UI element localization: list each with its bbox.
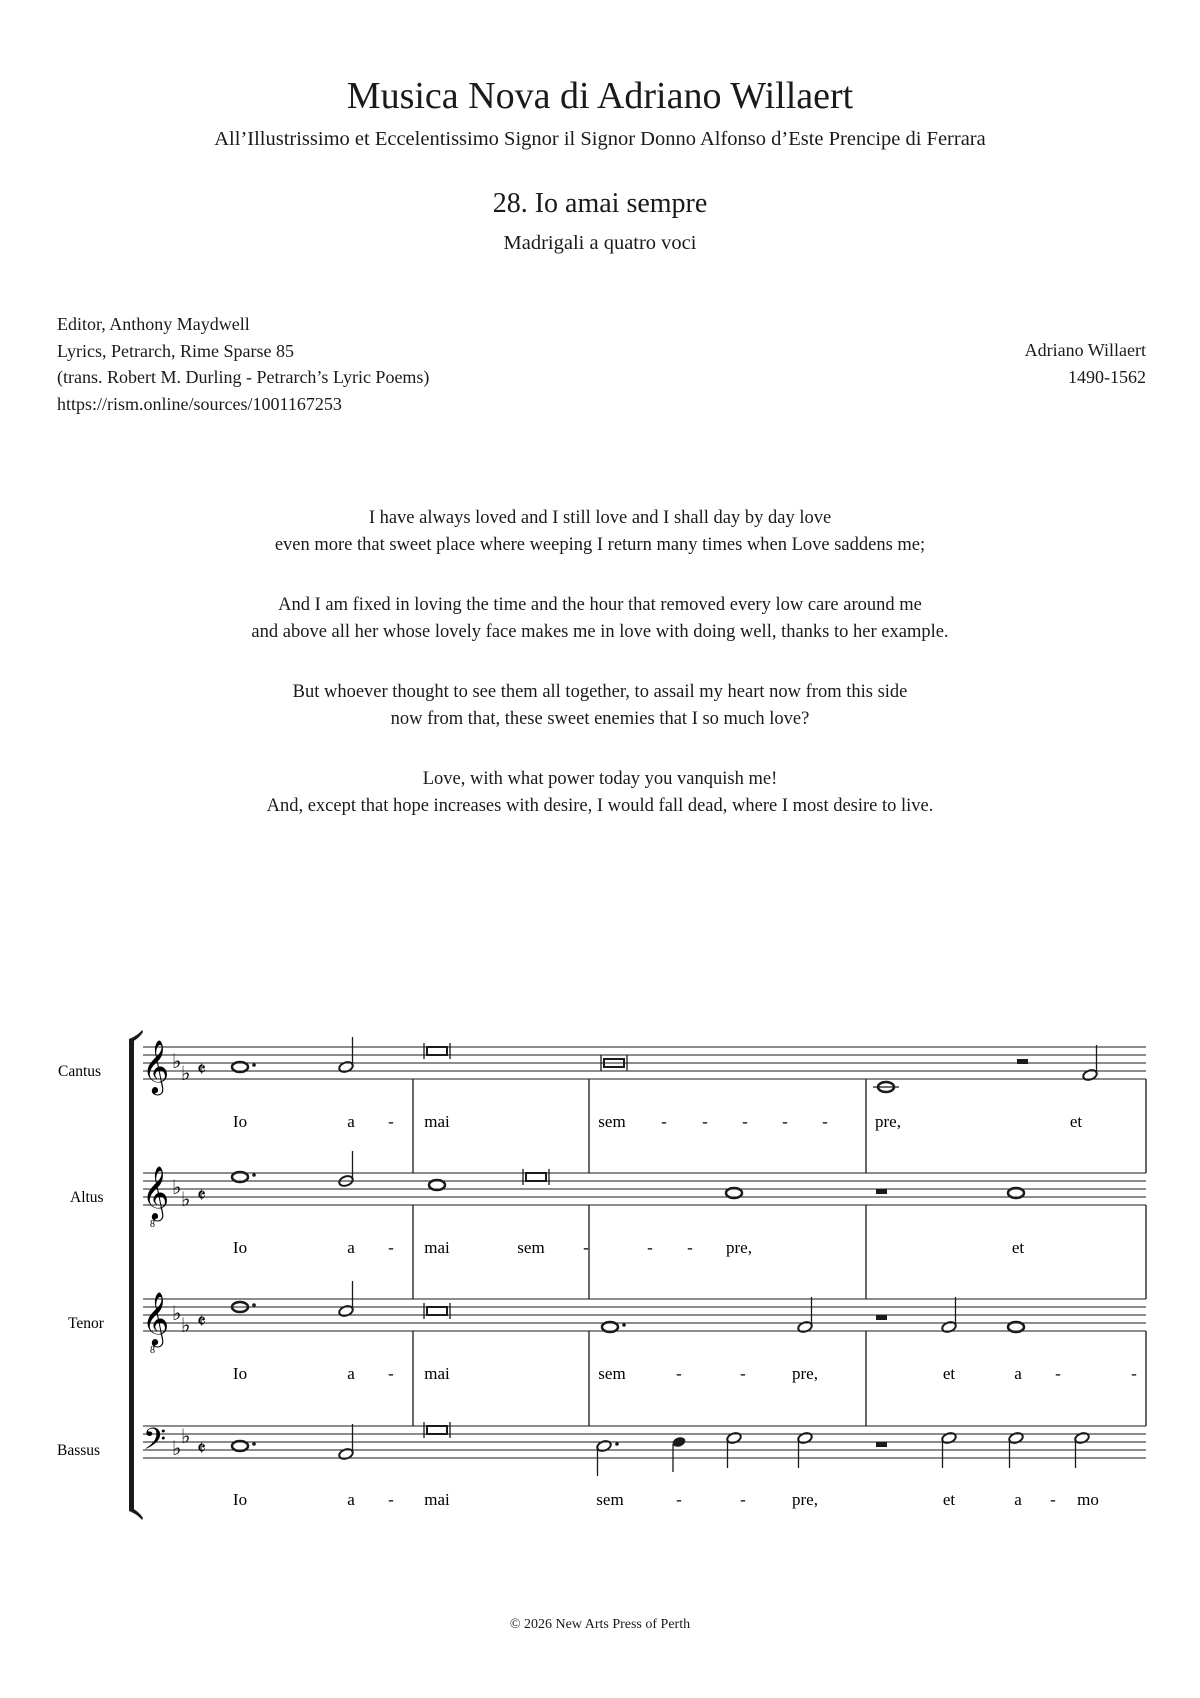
lyric-syllable: sem [517, 1238, 545, 1257]
lyric-syllable: mai [424, 1364, 450, 1383]
voice-name-bassus: Bassus [57, 1442, 101, 1459]
lyrics-bassus [233, 1490, 1099, 1509]
half-rest [876, 1315, 887, 1320]
treble-clef-icon: 𝄞 [142, 1041, 170, 1092]
composer-block [1025, 337, 1146, 390]
lyric-syllable: Io [232, 1364, 248, 1383]
editor-credit: Editor, Anthony Maydwell [57, 314, 250, 334]
poem-line: And I am fixed in loving the time and the hour that removed every low care around me [278, 595, 922, 615]
lyric-syllable: mai [424, 1238, 450, 1257]
poem-line: and above all her whose lovely face makes me in love with doing well, thanks to her example. [251, 622, 949, 642]
whole-note-ledger [873, 1082, 899, 1092]
quarter-note [671, 1436, 686, 1472]
piece-title: 28. Io amai sempre [492, 188, 708, 219]
source-link[interactable]: https://rism.online/sources/1001167253 [57, 393, 342, 414]
system-bracket [129, 1030, 143, 1520]
music-score [0, 1030, 1200, 1550]
lyric-syllable: - [583, 1238, 589, 1257]
lyric-syllable: - [702, 1112, 708, 1131]
piece-subtitle: Madrigali a quatro voci [503, 232, 697, 254]
flat-icon: ♭ [181, 1315, 191, 1337]
lyric-syllable: - [1055, 1364, 1061, 1383]
lyrics-altus [233, 1238, 1024, 1257]
treble-8-clef-icon: 𝄞 [142, 1293, 170, 1344]
lyric-syllable: a [347, 1238, 355, 1257]
lyric-syllable: - [388, 1112, 394, 1131]
lyric-syllable: pre, [726, 1238, 752, 1257]
half-rest [1017, 1059, 1028, 1064]
treble-8-clef-icon: 𝄞 [142, 1167, 170, 1218]
lyric-syllable: a [1014, 1364, 1022, 1383]
poem-line: And, except that hope increases with desire, I would fall dead, where I most desire to live. [266, 796, 934, 816]
cut-time-icon: 𝄵 [197, 1311, 206, 1333]
lyric-syllable: - [687, 1238, 693, 1257]
flat-icon: ♭ [172, 1177, 182, 1199]
lyric-syllable: sem [596, 1490, 624, 1509]
poem-stanza [0, 505, 1200, 559]
octave-mark: 8 [150, 1219, 155, 1230]
cut-time-icon: 𝄵 [197, 1185, 206, 1207]
breve-note [424, 1303, 450, 1319]
breve-note [523, 1169, 549, 1185]
composer-name: Adriano Willaert [1024, 340, 1146, 360]
flat-icon: ♭ [181, 1063, 191, 1085]
lyric-syllable: pre, [792, 1490, 818, 1509]
staff-altus [142, 1151, 1146, 1230]
composer-dates: 1490-1562 [1068, 366, 1146, 387]
lyric-syllable: - [676, 1490, 682, 1509]
lyric-syllable: - [742, 1112, 748, 1131]
lyric-syllable: a [347, 1364, 355, 1383]
cut-time-icon: 𝄵 [197, 1059, 206, 1081]
poem-stanza [0, 592, 1200, 646]
lyric-syllable: - [822, 1112, 828, 1131]
flat-icon: ♭ [181, 1189, 191, 1211]
half-rest [876, 1442, 887, 1447]
lyric-syllable: - [661, 1112, 667, 1131]
lyric-syllable: pre, [792, 1364, 818, 1383]
translation-credit: (trans. Robert M. Durling - Petrarch’s Lyric Poems) [57, 367, 430, 387]
copyright-notice: © 2026 New Arts Press of Perth [509, 1617, 691, 1632]
poem-translation [0, 505, 1200, 853]
poem-line: I have always loved and I still love and I shall day by day love [368, 508, 832, 528]
lyric-syllable: et [942, 1490, 956, 1509]
voice-name-altus: Altus [70, 1189, 104, 1206]
flat-icon: ♭ [172, 1438, 182, 1460]
half-note [338, 1151, 354, 1188]
lyric-syllable: mo [1077, 1490, 1099, 1509]
half-rest [876, 1189, 887, 1194]
staff-tenor [142, 1281, 1146, 1356]
cut-time-icon: 𝄵 [197, 1438, 206, 1460]
poem-line: But whoever thought to see them all together, to assail my heart now from this side [292, 682, 908, 702]
lyric-syllable: - [388, 1364, 394, 1383]
lyrics-credit: Lyrics, Petrarch, Rime Sparse 85 [57, 340, 294, 361]
poem-line: even more that sweet place where weeping I return many times when Love saddens me; [274, 535, 926, 555]
flat-icon: ♭ [172, 1051, 182, 1073]
bass-clef-icon: 𝄢 [143, 1423, 167, 1463]
lyric-syllable: - [647, 1238, 653, 1257]
poem-line: now from that, these sweet enemies that I so much love? [390, 709, 810, 729]
credits-block [57, 311, 429, 417]
poem-stanza [0, 679, 1200, 733]
lyrics-tenor [233, 1364, 1137, 1383]
lyric-syllable: mai [424, 1112, 450, 1131]
lyric-syllable: - [388, 1490, 394, 1509]
lyric-syllable: et [1011, 1238, 1025, 1257]
lyric-syllable: sem [598, 1112, 626, 1131]
lyric-syllable: - [740, 1490, 746, 1509]
breve-note [424, 1422, 450, 1438]
lyric-syllable: - [1050, 1490, 1056, 1509]
poem-stanza [0, 766, 1200, 820]
lyric-syllable: Io [232, 1112, 248, 1131]
lyric-syllable: pre, [875, 1112, 901, 1131]
lyric-syllable: et [1069, 1112, 1083, 1131]
octave-mark: 8 [150, 1345, 155, 1356]
poem-line: Love, with what power today you vanquish me! [422, 769, 778, 789]
lyric-syllable: mai [424, 1490, 450, 1509]
staff-cantus [142, 1037, 1146, 1095]
lyric-syllable: Io [232, 1490, 248, 1509]
flat-icon: ♭ [172, 1303, 182, 1325]
lyric-syllable: - [740, 1364, 746, 1383]
lyric-syllable: a [347, 1490, 355, 1509]
lyrics-cantus [233, 1112, 1082, 1131]
breve-note [424, 1043, 450, 1059]
lyric-syllable: - [782, 1112, 788, 1131]
lyric-syllable: a [347, 1112, 355, 1131]
lyric-syllable: a [1014, 1490, 1022, 1509]
lyric-syllable: sem [598, 1364, 626, 1383]
lyric-syllable: et [942, 1364, 956, 1383]
lyric-syllable: - [676, 1364, 682, 1383]
lyric-syllable: Io [232, 1238, 248, 1257]
voice-name-cantus: Cantus [58, 1063, 102, 1080]
voice-name-tenor: Tenor [68, 1315, 104, 1332]
lyric-syllable: - [388, 1238, 394, 1257]
document-title: Musica Nova di Adriano Willaert [346, 75, 854, 117]
flat-icon: ♭ [181, 1426, 191, 1448]
lyric-syllable: - [1131, 1364, 1137, 1383]
dedication: All’Illustrissimo et Eccelentissimo Signor il Signor Donno Alfonso d’Este Prencipe di Ferrara [214, 128, 986, 150]
staff-bassus [143, 1422, 1146, 1476]
